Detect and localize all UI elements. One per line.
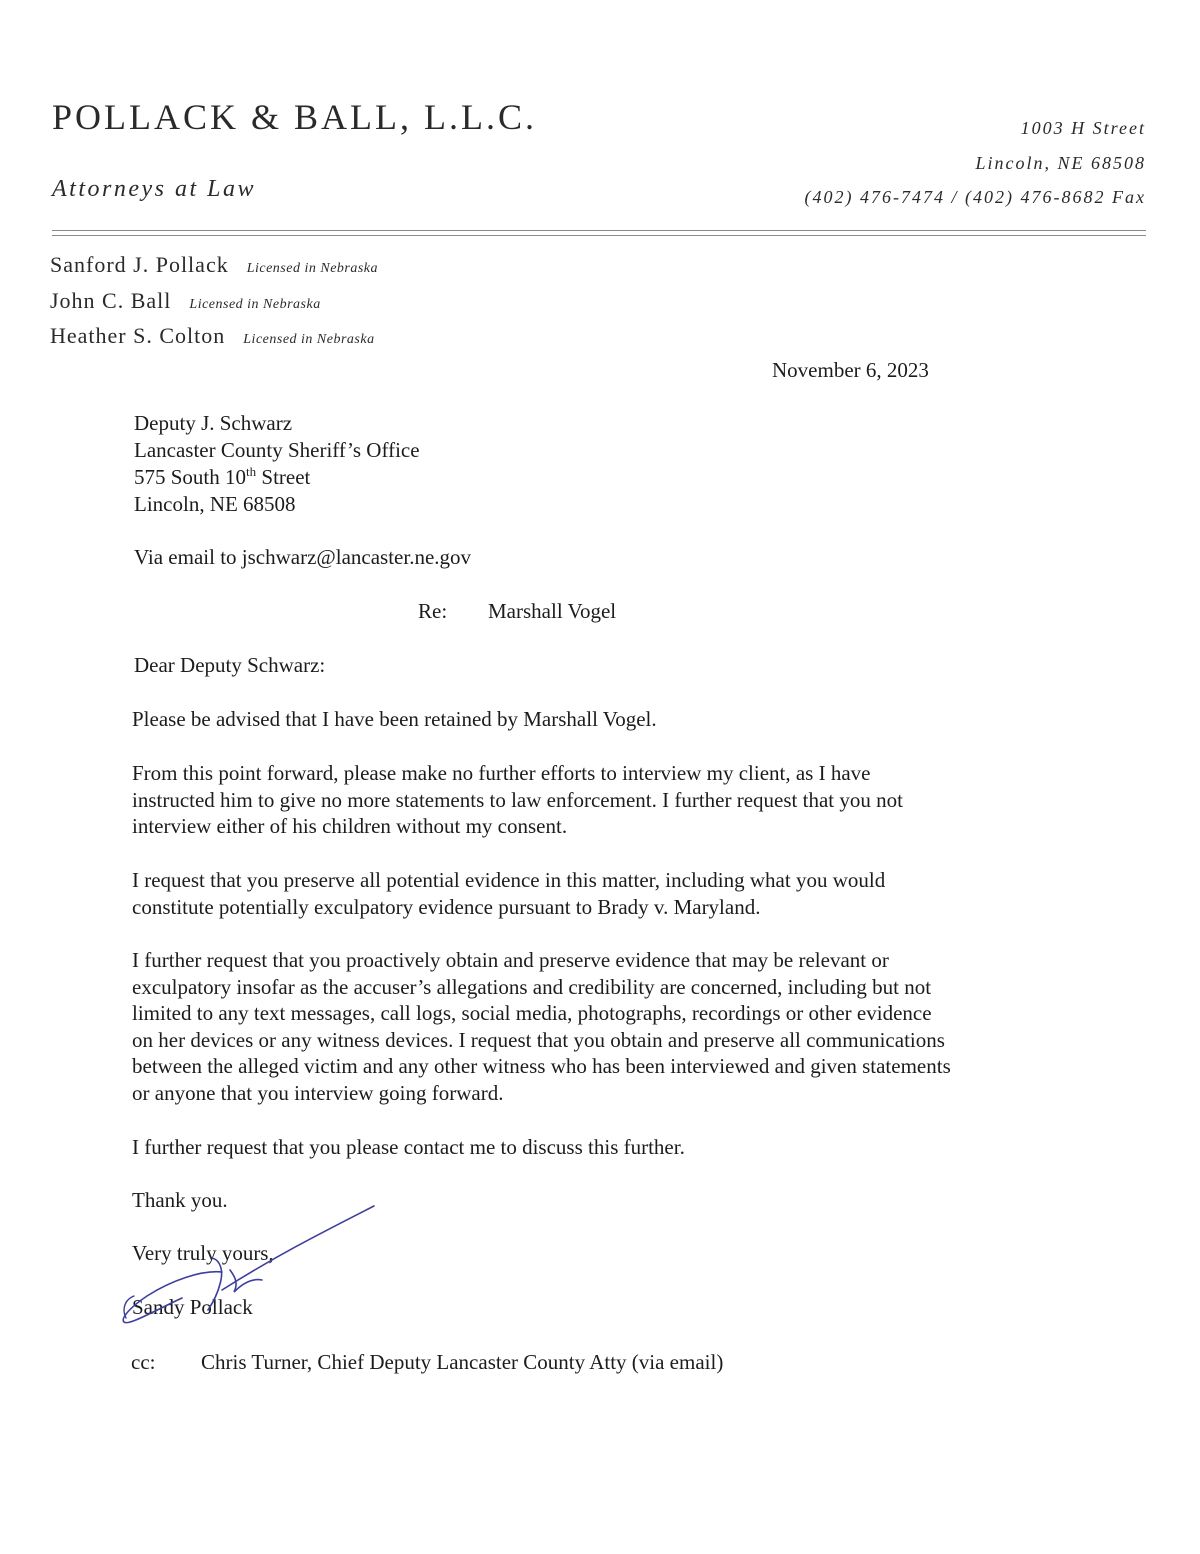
firm-address-street: 1003 H Street [1020,118,1146,138]
body-paragraph [132,947,1072,1106]
letterhead-divider [52,230,1146,231]
firm-name: POLLACK & BALL, L.L.C. [52,97,537,137]
paragraph-line: on her devices or any witness devices. I request that you obtain and preserve all communications [132,1027,945,1052]
attorney-license: Licensed in Nebraska [189,297,321,312]
recipient-street-name: Street [256,465,311,489]
re-subject: Marshall Vogel [488,599,617,623]
paragraph-line: I further request that you proactively obtain and preserve evidence that may be relevant or [132,948,889,972]
signer-name: Sandy Pollack [132,1295,253,1319]
firm-tagline: Attorneys at Law [52,176,257,202]
recipient-city: Lincoln, NE 68508 [134,492,296,516]
recipient-name: Deputy J. Schwarz [134,411,293,435]
recipient-address-block [134,410,420,518]
thank-you-line: Thank you. [132,1188,228,1212]
paragraph-line: between the alleged victim and any other witness who has been interviewed and given statements [132,1054,951,1078]
attorney-entry [50,252,378,278]
paragraph-line: constitute potentially exculpatory evidence pursuant to Brady v. Maryland. [132,894,761,919]
paragraph-line: instructed him to give no more statements to law enforcement. I further request that you not [132,787,903,812]
body-paragraph [132,760,1072,840]
letter-date: November 6, 2023 [772,358,929,382]
body-paragraph [132,1134,1072,1161]
letterhead-divider [52,235,1146,236]
firm-address-city: Lincoln, NE 68508 [975,153,1146,173]
recipient-office: Lancaster County Sheriff’s Office [134,438,420,462]
attorney-name: Heather S. Colton [50,323,226,348]
paragraph-line: or anyone that you interview going forward. [132,1080,504,1105]
complimentary-close: Very truly yours, [132,1241,274,1265]
delivery-method: Via email to jschwarz@lancaster.ne.gov [134,545,472,569]
recipient-street [134,464,420,491]
attorney-license: Licensed in Nebraska [246,261,379,276]
attorney-license: Licensed in Nebraska [243,332,375,347]
paragraph-line: exculpatory insofar as the accuser’s allegations and credibility are concerned, including but not [132,974,932,999]
paragraph-line: Please be advised that I have been retained by Marshall Vogel. [132,707,657,731]
recipient-street-ordinal: th [246,464,257,479]
attorney-entry [50,323,375,349]
body-paragraph [132,867,1072,920]
attorney-name: Sanford J. Pollack [50,252,229,277]
paragraph-line: From this point forward, please make no further efforts to interview my client, as I have [132,761,871,785]
salutation: Dear Deputy Schwarz: [134,653,326,677]
attorney-name: John C. Ball [50,288,172,313]
paragraph-line: limited to any text messages, call logs, social media, photographs, recordings or other evidence [132,1001,932,1025]
paragraph-line: interview either of his children without my consent. [132,814,568,838]
firm-phone-fax: (402) 476-7474 / (402) 476-8682 Fax [804,187,1146,207]
cc-recipient: Chris Turner, Chief Deputy Lancaster County Atty (via email) [201,1350,724,1374]
paragraph-line: I request that you preserve all potential evidence in this matter, including what you would [132,868,886,892]
paragraph-line: I further request that you please contact me to discuss this further. [132,1135,685,1159]
attorney-entry [50,288,321,314]
handwritten-signature [112,1200,382,1330]
re-label: Re: [418,599,448,623]
body-paragraph [132,706,1072,733]
cc-label: cc: [131,1350,156,1374]
recipient-street-number: 575 South 10 [134,465,247,489]
